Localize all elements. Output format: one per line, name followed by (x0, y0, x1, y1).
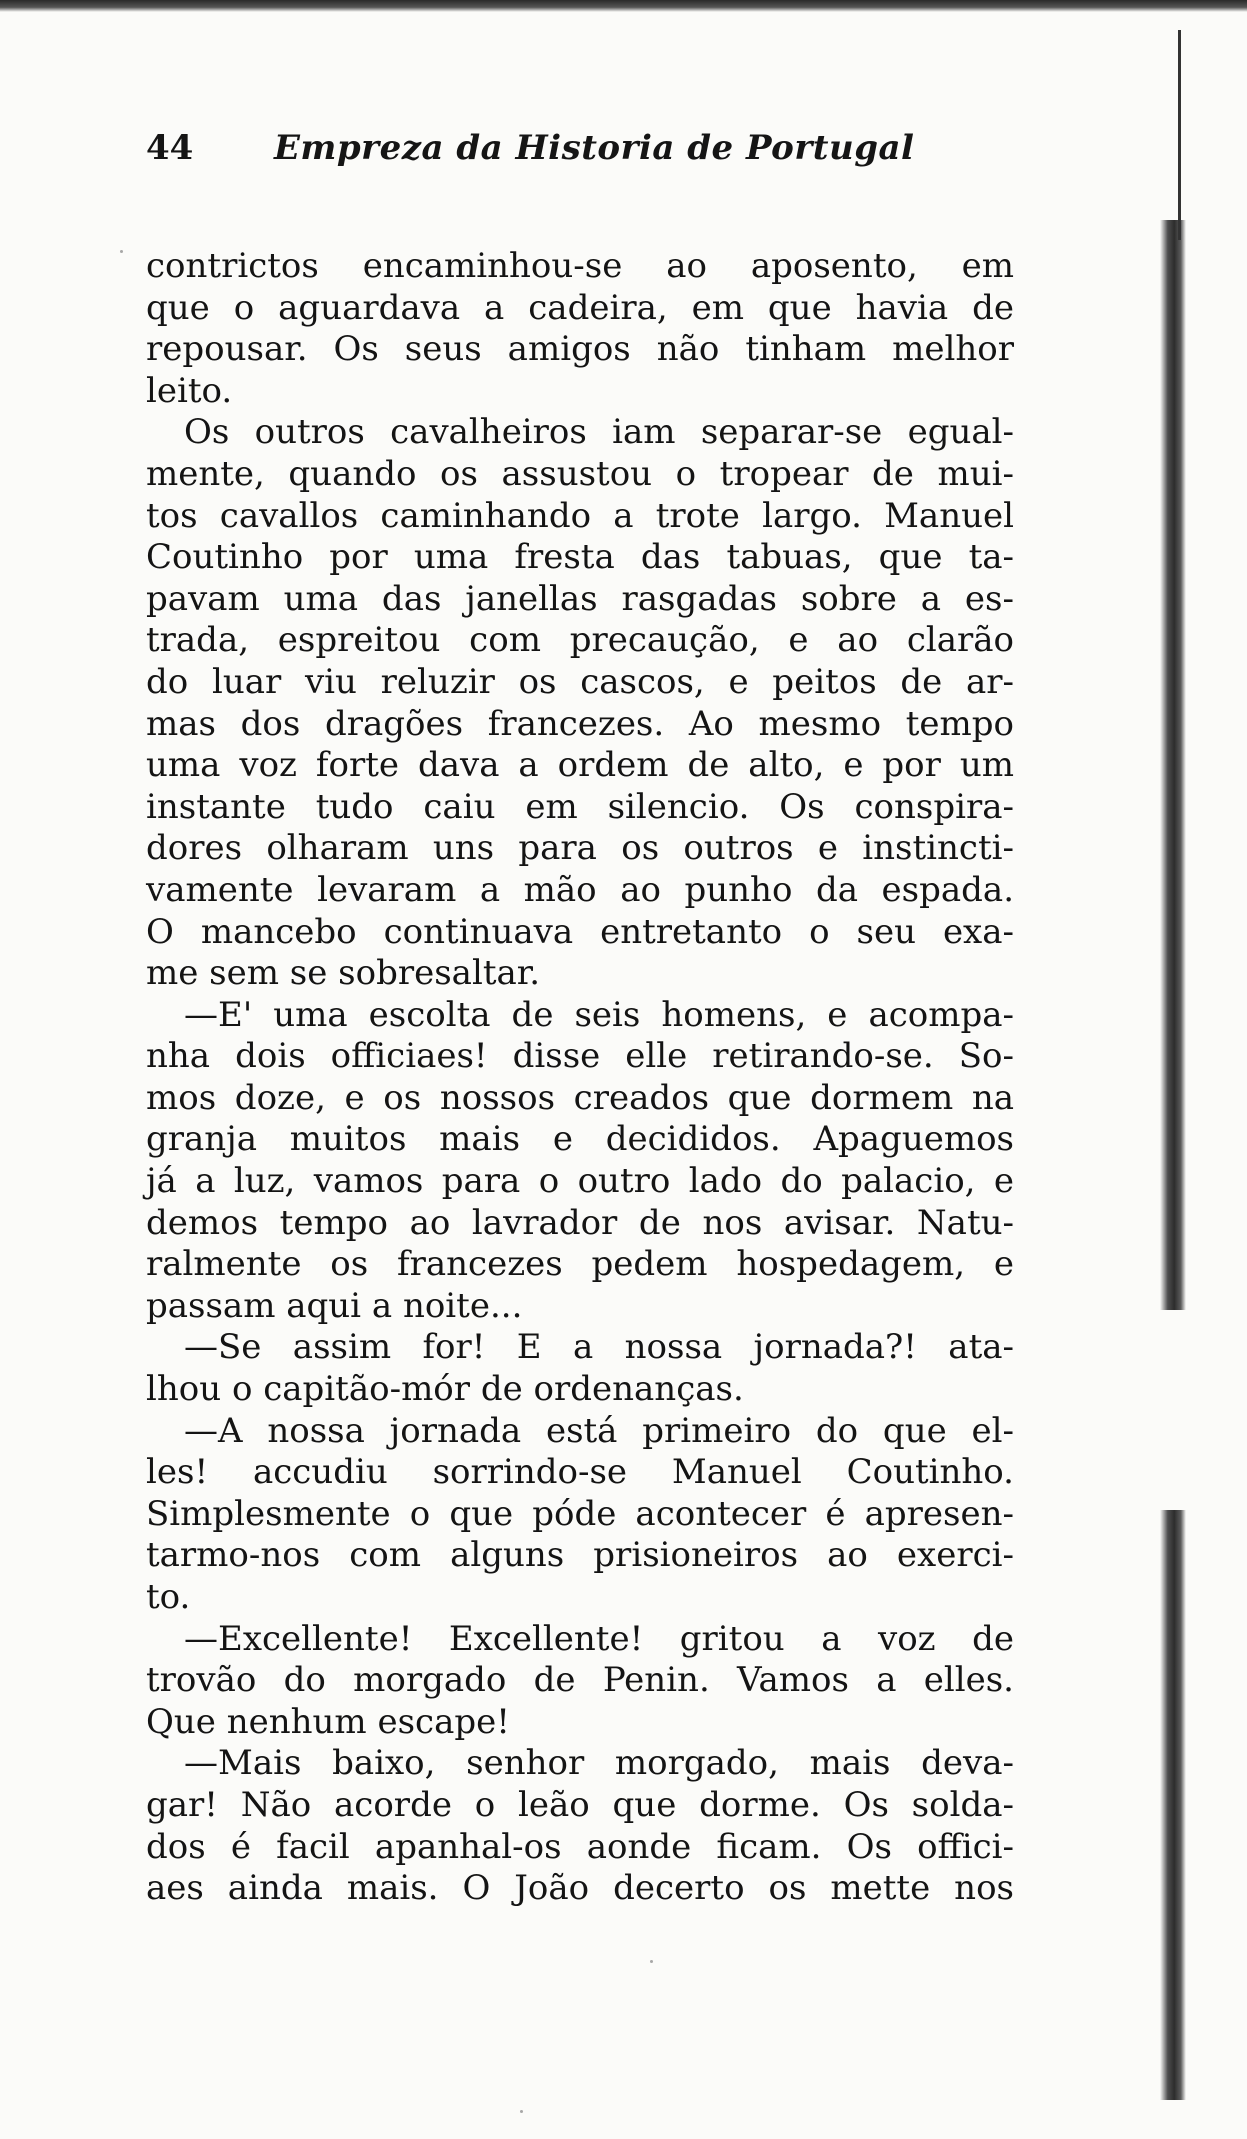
text-line: nha dois officiaes! disse elle retirando-se. So- (146, 1036, 1014, 1077)
text-line: aes ainda mais. O João decerto os mette nos (146, 1868, 1014, 1909)
text-line: demos tempo ao lavrador de nos avisar. Natu- (146, 1202, 1014, 1243)
text-line: pavam uma das janellas rasgadas sobre a es- (146, 578, 1014, 619)
text-line: —Excellente! Excellente! gritou a voz de (184, 1618, 1014, 1659)
text-line: gar! Não acorde o leão que dorme. Os solda- (146, 1784, 1014, 1825)
text-line: mas dos dragões francezes. Ao mesmo tempo (146, 703, 1014, 744)
text-line: to. (146, 1577, 191, 1617)
text-line: Os outros cavalheiros iam separar-se egual- (184, 412, 1014, 453)
text-line: —Mais baixo, senhor morgado, mais deva- (184, 1743, 1014, 1784)
text-line: instante tudo caiu em silencio. Os conspira- (146, 786, 1014, 827)
page-number: 44 (146, 128, 194, 168)
print-speck (120, 250, 123, 253)
text-line: trovão do morgado de Penin. Vamos a elles. (146, 1660, 1014, 1701)
text-line: mos doze, e os nossos creados que dormem na (146, 1077, 1014, 1118)
binding-gap-middle (1150, 1310, 1200, 1510)
text-line: tarmo-nos com alguns prisioneiros ao exerci- (146, 1535, 1014, 1576)
text-line: —Se assim for! E a nossa jornada?! ata- (184, 1327, 1014, 1368)
text-line: contrictos encaminhou-se ao aposento, em (146, 246, 1014, 286)
binding-gap-top (1150, 20, 1200, 220)
text-line: les! accudiu sorrindo-se Manuel Coutinho. (146, 1452, 1014, 1493)
print-speck (650, 1960, 653, 1963)
text-line: passam aqui a noite... (146, 1285, 523, 1326)
running-title: Empreza da Historia de Portugal (274, 128, 915, 168)
body-text (146, 246, 1014, 1910)
text-line: já a luz, vamos para o outro lado do palacio, e (146, 1161, 1014, 1202)
running-head (146, 128, 1046, 178)
print-speck (520, 2110, 523, 2113)
text-line: repousar. Os seus amigos não tinham melhor (146, 329, 1014, 370)
binding-line (1178, 30, 1181, 240)
text-line: lhou o capitão-mór de ordenanças. (146, 1369, 744, 1410)
text-line: tos cavallos caminhando a trote largo. Manuel (146, 495, 1014, 536)
text-line: dos é facil apanhal-os aonde ficam. Os offici- (146, 1826, 1014, 1867)
text-line: —A nossa jornada está primeiro do que el- (184, 1410, 1014, 1451)
text-line: que o aguardava a cadeira, em que havia de (146, 287, 1014, 328)
text-line: dores olharam uns para os outros e instincti- (146, 828, 1014, 869)
binding-shadow (1160, 20, 1186, 2100)
text-line: Que nenhum escape! (146, 1701, 510, 1742)
text-line: ralmente os francezes pedem hospedagem, e (146, 1244, 1014, 1285)
text-line: do luar viu reluzir os cascos, e peitos de ar- (146, 661, 1014, 702)
text-line: leito. (146, 370, 233, 411)
text-line: vamente levaram a mão ao punho da espada. (146, 869, 1014, 910)
text-line: O mancebo continuava entretanto o seu exa- (146, 911, 1014, 952)
text-line: granja muitos mais e decididos. Apaguemos (146, 1119, 1014, 1160)
text-line: Coutinho por uma fresta das tabuas, que ta- (146, 537, 1014, 578)
text-line: —E' uma escolta de seis homens, e acompa- (184, 994, 1014, 1035)
text-line: mente, quando os assustou o tropear de mui- (146, 453, 1014, 494)
page-top-edge (0, 0, 1247, 12)
text-line: me sem se sobresaltar. (146, 953, 541, 994)
text-line: trada, espreitou com precaução, e ao clarão (146, 620, 1014, 661)
text-line: uma voz forte dava a ordem de alto, e por um (146, 745, 1014, 786)
text-line: Simplesmente o que póde acontecer é apresen- (146, 1493, 1014, 1534)
